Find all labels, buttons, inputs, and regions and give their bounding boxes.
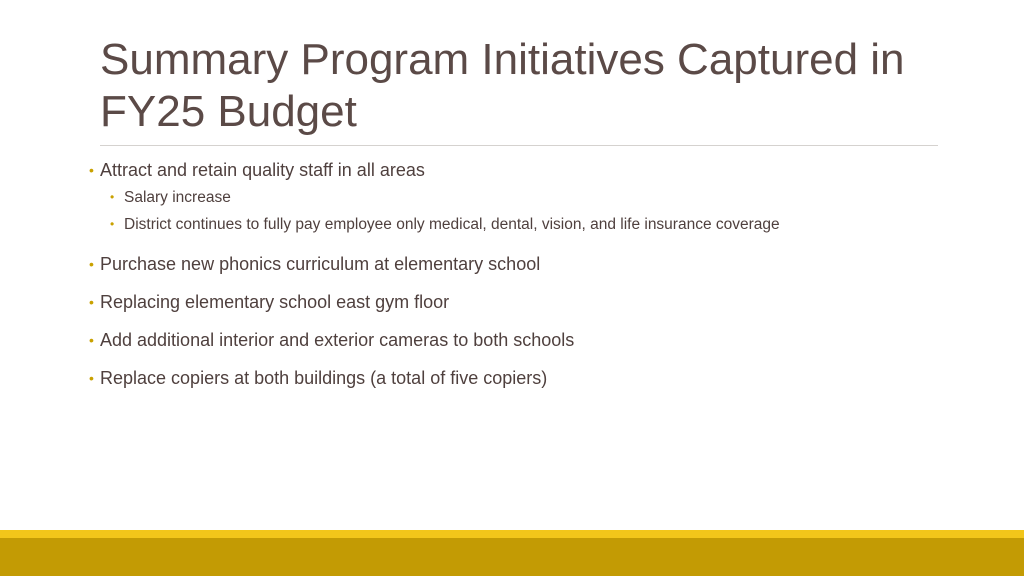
list-item (88, 328, 968, 352)
list-item (88, 158, 968, 238)
bullet-icon: • (89, 162, 94, 178)
bullet-icon: • (89, 370, 94, 386)
sub-list-item (100, 211, 968, 238)
list-item-text: Replace copiers at both buildings (a total of five copiers) (100, 368, 548, 388)
bullet-icon: • (89, 256, 94, 272)
bullet-icon: • (89, 294, 94, 310)
sub-list-item (100, 184, 968, 211)
footer-band (0, 538, 1024, 576)
list-item (88, 366, 968, 390)
list-item-text: Attract and retain quality staff in all areas (100, 160, 425, 180)
sub-list-item-text: Salary increase (124, 189, 231, 206)
list-item (88, 252, 968, 276)
title-divider (100, 145, 938, 146)
list-item-text: Replacing elementary school east gym floor (100, 292, 450, 312)
list-item-text: Purchase new phonics curriculum at elementary school (100, 254, 541, 274)
bullet-icon: • (89, 332, 94, 348)
sub-bullet-list (100, 184, 968, 238)
list-item-text: Add additional interior and exterior cameras to both schools (100, 330, 575, 350)
sub-list-item-text: District continues to fully pay employee only medical, dental, vision, and life insurance coverage (124, 216, 780, 233)
list-item (88, 290, 968, 314)
bullet-icon: • (110, 190, 115, 204)
bullet-list (88, 158, 968, 390)
bullet-icon: • (110, 217, 115, 231)
footer-accent-stripe (0, 530, 1024, 538)
slide-title: Summary Program Initiatives Captured in FY25 Budget (100, 35, 905, 136)
